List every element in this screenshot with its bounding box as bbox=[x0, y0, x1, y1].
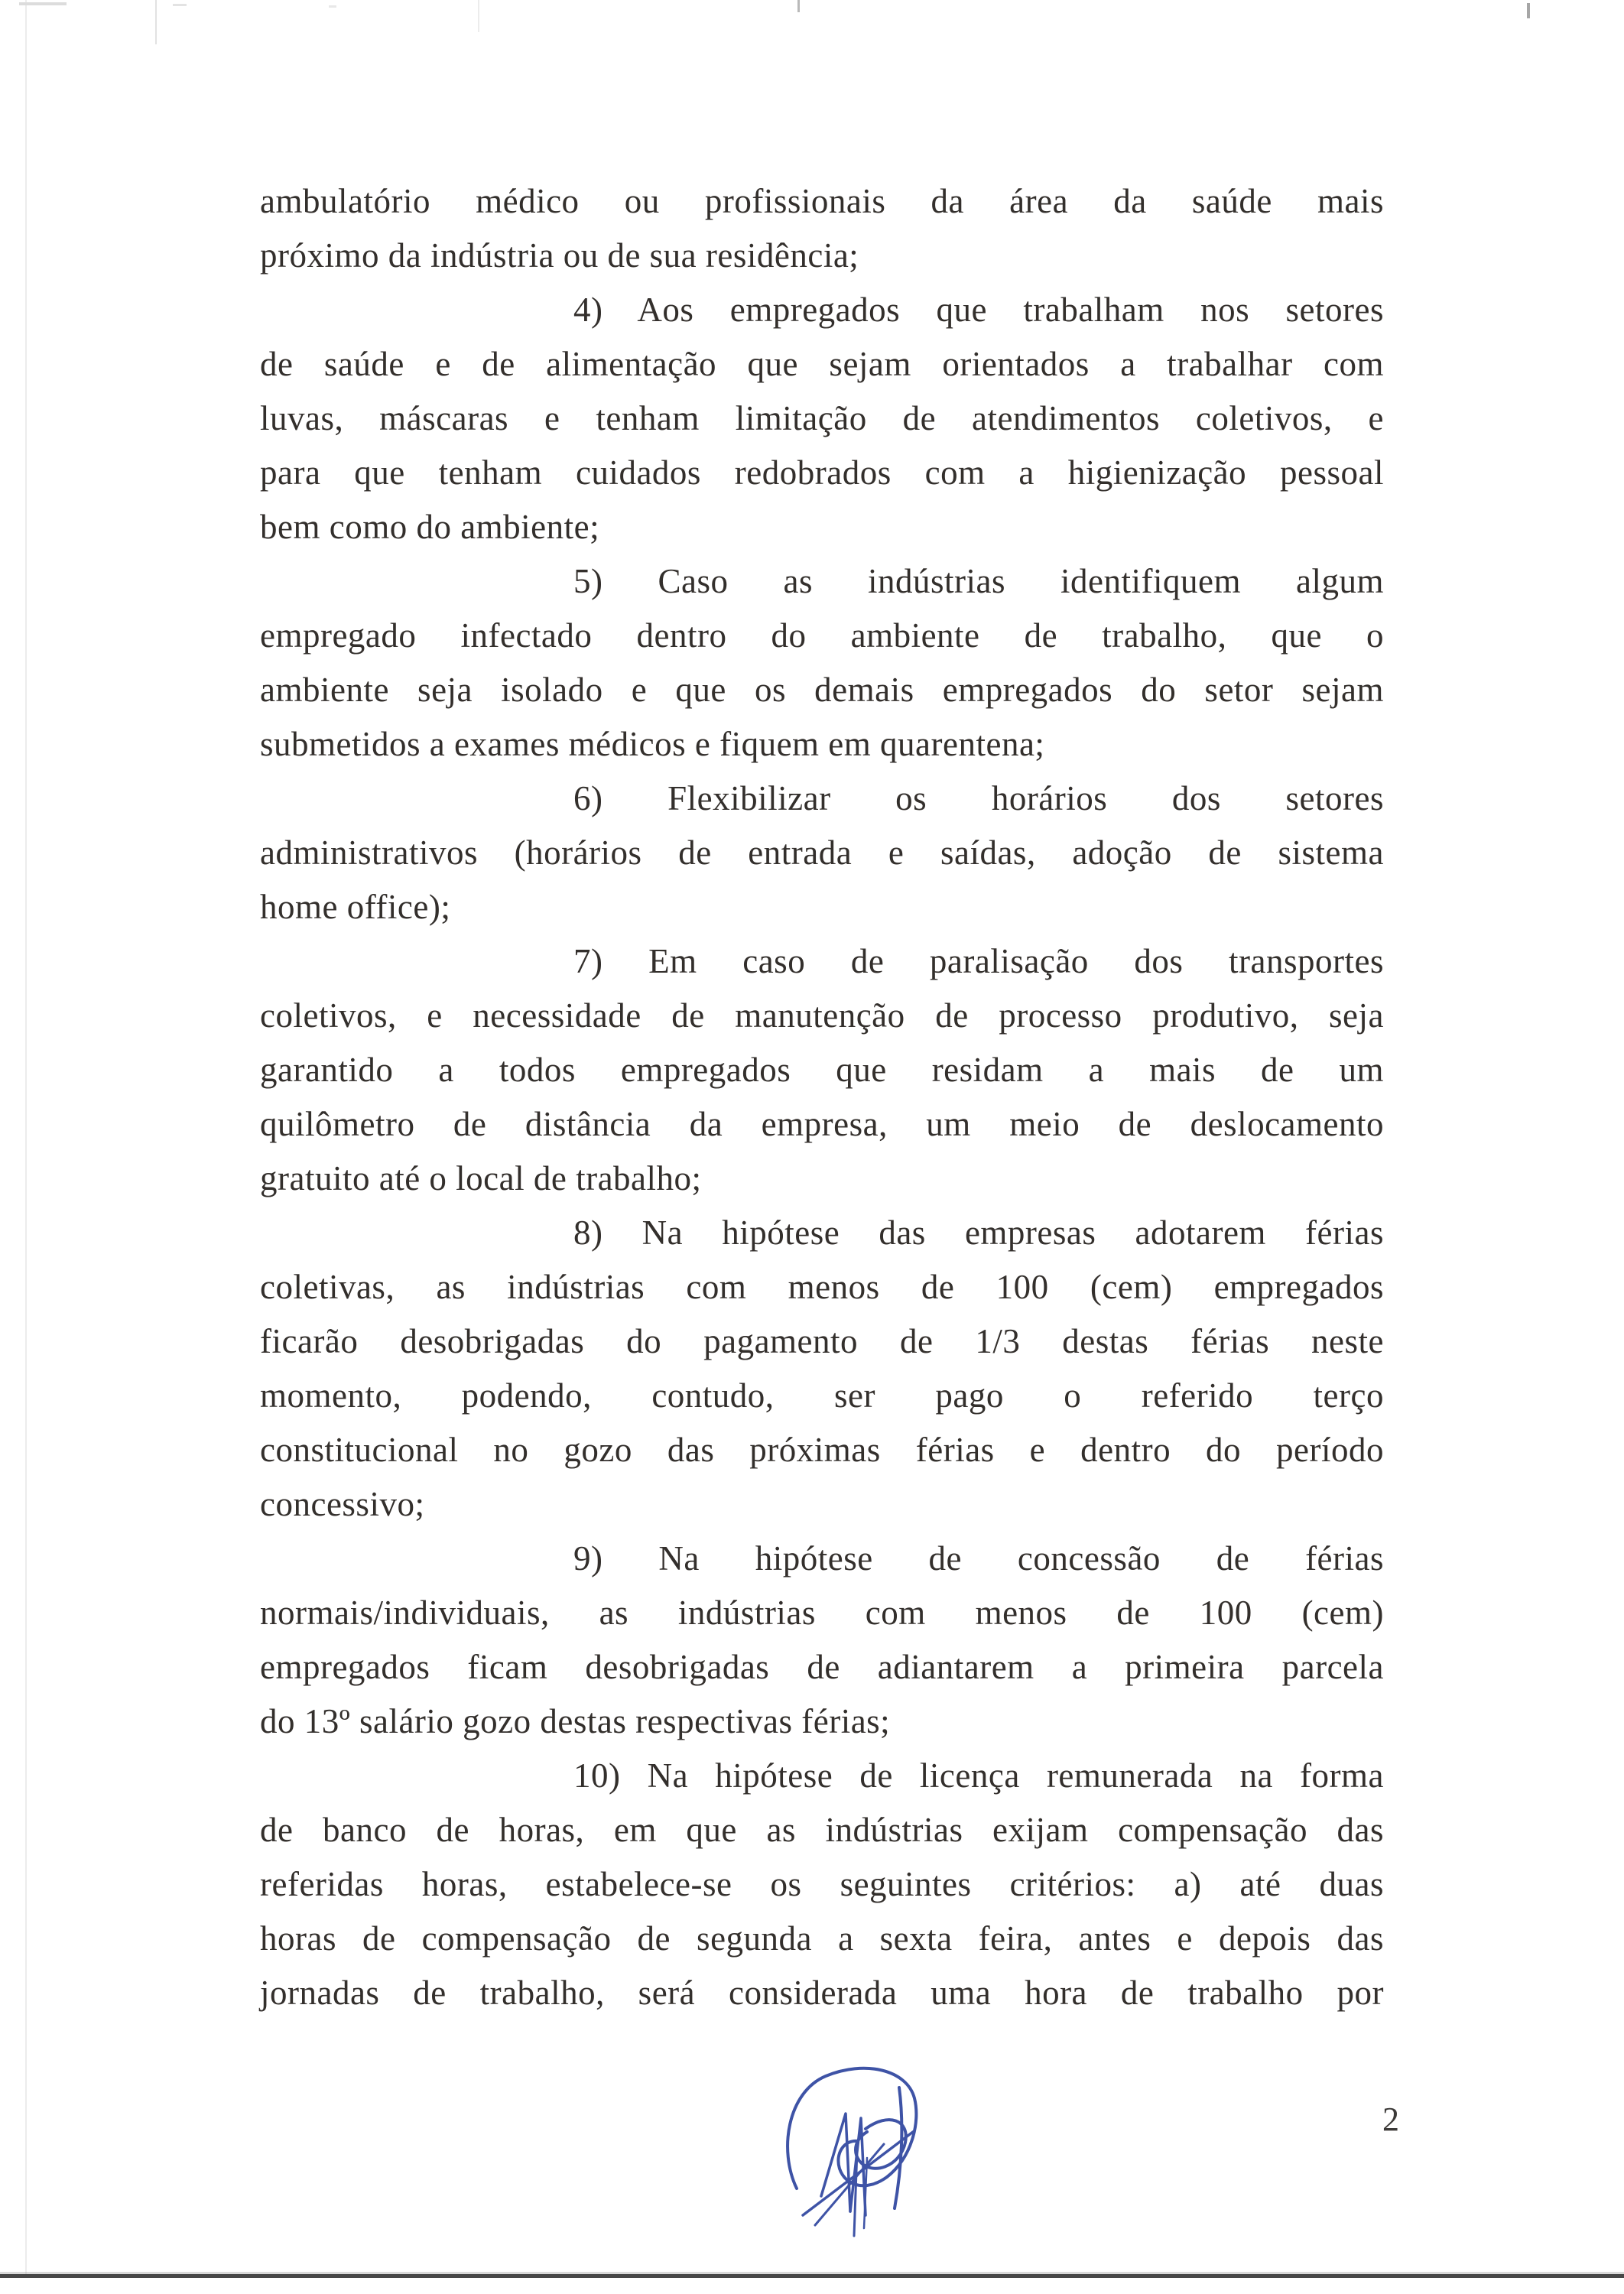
text-line: constitucional no gozo das próximas férias e dentro do período bbox=[260, 1431, 1384, 1469]
paragraph bbox=[260, 1532, 1384, 1749]
signature-ink bbox=[771, 2058, 947, 2250]
text-line: normais/individuais, as indústrias com menos de 100 (cem) bbox=[260, 1594, 1384, 1632]
scan-artifact-tick bbox=[1527, 3, 1530, 18]
paragraph bbox=[260, 1206, 1384, 1532]
text-line: quilômetro de distância da empresa, um meio de deslocamento bbox=[260, 1105, 1384, 1143]
text-line: empregado infectado dentro do ambiente de trabalho, que o bbox=[260, 616, 1384, 655]
paragraph bbox=[260, 174, 1384, 283]
scan-artifact-dash bbox=[329, 5, 336, 8]
text-line: gratuito até o local de trabalho; bbox=[260, 1159, 702, 1197]
scan-artifact-tick bbox=[797, 0, 800, 12]
text-line: momento, podendo, contudo, ser pago o referido terço bbox=[260, 1376, 1384, 1415]
paragraph bbox=[260, 772, 1384, 934]
text-line: submetidos a exames médicos e fiquem em quarentena; bbox=[260, 725, 1045, 763]
text-line: jornadas de trabalho, será considerada uma hora de trabalho por bbox=[260, 1974, 1384, 2012]
text-line: 5) Caso as indústrias identifiquem algum bbox=[573, 562, 1384, 600]
scan-page-edge-line bbox=[25, 0, 27, 2274]
text-line: ambiente seja isolado e que os demais empregados do setor sejam bbox=[260, 671, 1384, 709]
text-line: coletivas, as indústrias com menos de 100 (cem) empregados bbox=[260, 1268, 1384, 1306]
text-line: ambulatório médico ou profissionais da área da saúde mais bbox=[260, 182, 1384, 220]
text-line: 6) Flexibilizar os horários dos setores bbox=[573, 779, 1384, 817]
paragraph bbox=[260, 934, 1384, 1206]
text-line: ficarão desobrigadas do pagamento de 1/3 destas férias neste bbox=[260, 1322, 1384, 1360]
text-line: de banco de horas, em que as indústrias exijam compensação das bbox=[260, 1811, 1384, 1849]
text-line: 10) Na hipótese de licença remunerada na forma bbox=[573, 1756, 1384, 1795]
text-line: para que tenham cuidados redobrados com a higienização pessoal bbox=[260, 453, 1384, 492]
text-line: próximo da indústria ou de sua residência; bbox=[260, 236, 859, 275]
text-line: administrativos (horários de entrada e saídas, adoção de sistema bbox=[260, 833, 1384, 872]
scan-artifact-tick bbox=[155, 0, 157, 44]
text-line: coletivos, e necessidade de manutenção de processo produtivo, seja bbox=[260, 996, 1384, 1035]
text-line: 4) Aos empregados que trabalham nos setores bbox=[573, 291, 1384, 329]
page-number: 2 bbox=[1382, 2101, 1399, 2138]
scan-artifact-tick bbox=[478, 0, 479, 32]
text-line: 9) Na hipótese de concessão de férias bbox=[573, 1539, 1384, 1578]
text-line: 7) Em caso de paralisação dos transportes bbox=[573, 942, 1384, 980]
text-line: garantido a todos empregados que residam a mais de um bbox=[260, 1051, 1384, 1089]
text-line: bem como do ambiente; bbox=[260, 508, 600, 546]
text-line: de saúde e de alimentação que sejam orientados a trabalhar com bbox=[260, 345, 1384, 383]
text-line: empregados ficam desobrigadas de adiantarem a primeira parcela bbox=[260, 1648, 1384, 1686]
document-body bbox=[260, 174, 1384, 2020]
paragraph bbox=[260, 283, 1384, 554]
scan-artifact-dash bbox=[173, 4, 187, 6]
text-line: 8) Na hipótese das empresas adotarem férias bbox=[573, 1214, 1384, 1252]
bottom-scan-edge-line bbox=[0, 2274, 1624, 2278]
paragraph bbox=[260, 1749, 1384, 2020]
text-line: home office); bbox=[260, 888, 451, 926]
scan-artifact-dash bbox=[19, 2, 67, 5]
text-line: horas de compensação de segunda a sexta feira, antes e depois das bbox=[260, 1919, 1384, 1958]
text-line: referidas horas, estabelece-se os seguintes critérios: a) até duas bbox=[260, 1865, 1384, 1903]
text-line: concessivo; bbox=[260, 1485, 425, 1523]
paragraph bbox=[260, 554, 1384, 772]
text-line: do 13º salário gozo destas respectivas férias; bbox=[260, 1702, 891, 1740]
text-line: luvas, máscaras e tenham limitação de atendimentos coletivos, e bbox=[260, 399, 1384, 437]
